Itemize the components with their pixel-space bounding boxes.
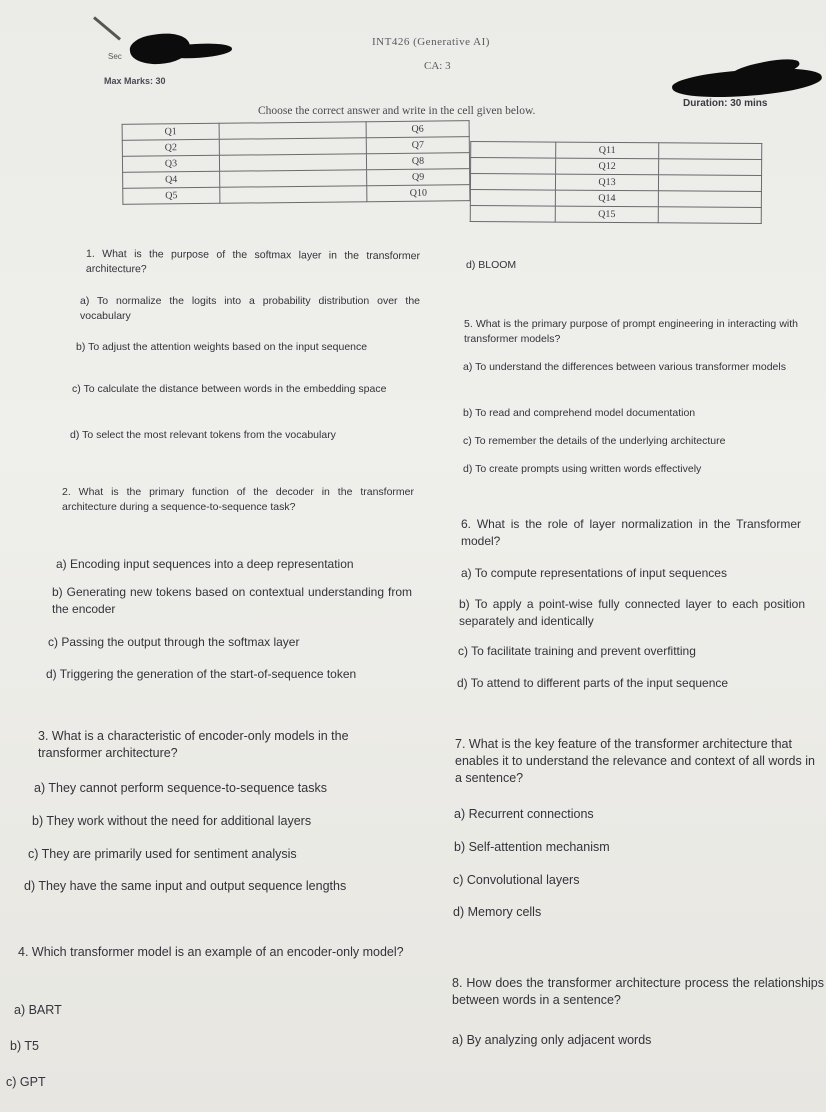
- q5-option-d: d) To create prompts using written words effectively: [463, 463, 702, 475]
- answer-cell[interactable]: [470, 205, 555, 222]
- duration: Duration: 30 mins: [683, 98, 768, 109]
- answer-cell[interactable]: [471, 141, 556, 158]
- answer-cell[interactable]: [659, 143, 762, 160]
- q6-option-d: d) To attend to different parts of the input sequence: [457, 676, 729, 690]
- answer-cell[interactable]: [658, 191, 761, 208]
- question-6: [461, 516, 801, 550]
- grid-label: Q12: [556, 158, 659, 175]
- course-title: INT426 (Generative AI): [372, 36, 490, 48]
- q6-option-a: a) To compute representations of input sequences: [461, 566, 727, 580]
- q2-option-d: d) Triggering the generation of the start-of-sequence token: [46, 667, 357, 681]
- answer-cell[interactable]: [658, 175, 761, 192]
- question-text: 6. What is the role of layer normalization in the Transformer model?: [461, 517, 801, 548]
- q7-option-a: a) Recurrent connections: [454, 807, 594, 821]
- grid-label: Q6: [366, 121, 469, 138]
- grid-label: Q2: [122, 139, 219, 156]
- max-marks: Max Marks: 30: [104, 76, 166, 86]
- answer-cell[interactable]: [219, 122, 366, 140]
- q7-option-c: c) Convolutional layers: [453, 873, 580, 887]
- section-label: Sec: [108, 52, 122, 61]
- grid-label: Q10: [367, 185, 470, 202]
- exam-label: CA: 3: [424, 60, 451, 72]
- answer-cell[interactable]: [659, 159, 762, 176]
- question-5: [464, 317, 798, 347]
- q1-option-c: c) To calculate the distance between words in the embedding space: [72, 383, 387, 395]
- answer-cell[interactable]: [220, 186, 367, 204]
- grid-label: Q11: [556, 142, 659, 159]
- grid-label: Q4: [123, 171, 220, 188]
- q4-option-d: d) BLOOM: [466, 259, 517, 271]
- q6-option-b: b) To apply a point-wise fully connected layer to each position separately and identically: [459, 597, 805, 628]
- q3-option-c: c) They are primarily used for sentiment analysis: [28, 847, 297, 861]
- answer-cell[interactable]: [470, 173, 555, 190]
- answer-cell[interactable]: [471, 157, 556, 174]
- grid-label: Q14: [555, 190, 658, 207]
- question-3: [38, 728, 410, 762]
- q1-option-d: d) To select the most relevant tokens from the vocabulary: [70, 429, 336, 441]
- q4-option-b: b) T5: [10, 1039, 39, 1053]
- q3-option-d: d) They have the same input and output sequence lengths: [24, 879, 347, 893]
- grid-label: Q5: [123, 187, 220, 204]
- question-text: 7. What is the key feature of the transformer architecture that enables it to understand the relevance and context of all words in a sentence?: [455, 737, 815, 785]
- answer-cell[interactable]: [658, 207, 761, 224]
- question-text: 8. How does the transformer architecture process the relationships between words in a sentence?: [452, 976, 824, 1007]
- answer-grid-right: [470, 141, 763, 224]
- q1-option-a: a) To normalize the logits into a probability distribution over the vocabulary: [80, 295, 420, 322]
- question-text: 5. What is the primary purpose of prompt engineering in interacting with transformer models?: [464, 318, 798, 345]
- grid-label: Q9: [367, 169, 470, 186]
- question-4: [18, 944, 408, 961]
- q6-option-c: c) To facilitate training and prevent overfitting: [458, 644, 696, 658]
- q2-option-b: b) Generating new tokens based on contextual understanding from the encoder: [52, 585, 412, 616]
- q5-option-a: a) To understand the differences between various transformer models: [463, 361, 786, 373]
- grid-label: Q13: [555, 174, 658, 191]
- question-text: 2. What is the primary function of the decoder in the transformer architecture during a sequence-to-sequence task?: [62, 486, 414, 513]
- instruction: Choose the correct answer and write in the cell given below.: [258, 105, 536, 117]
- question-text: 1. What is the purpose of the softmax layer in the transformer architecture?: [85, 247, 421, 276]
- question-text: 3. What is a characteristic of encoder-only models in the transformer architecture?: [38, 729, 349, 760]
- grid-label: Q7: [366, 137, 469, 154]
- grid-label: Q1: [122, 123, 219, 140]
- question-1: [86, 247, 420, 279]
- q3-option-a: a) They cannot perform sequence-to-sequence tasks: [34, 781, 327, 795]
- answer-cell[interactable]: [219, 138, 366, 156]
- q5-option-b: b) To read and comprehend model documentation: [463, 407, 696, 419]
- question-7: [455, 736, 817, 787]
- q5-option-c: c) To remember the details of the underlying architecture: [463, 435, 726, 447]
- grid-label: Q3: [122, 155, 219, 172]
- grid-label: Q8: [366, 153, 469, 170]
- q4-option-c: c) GPT: [6, 1075, 46, 1089]
- answer-grid-left: [122, 120, 471, 205]
- q2-option-c: c) Passing the output through the softmax layer: [48, 635, 300, 649]
- question-2: [62, 485, 414, 515]
- grid-label: Q15: [555, 206, 658, 223]
- answer-cell[interactable]: [219, 154, 366, 172]
- q7-option-b: b) Self-attention mechanism: [454, 840, 610, 854]
- question-text: 4. Which transformer model is an example of an encoder-only model?: [18, 945, 404, 959]
- q4-option-a: a) BART: [14, 1003, 62, 1017]
- q3-option-b: b) They work without the need for additional layers: [32, 814, 312, 828]
- q2-option-a: a) Encoding input sequences into a deep representation: [56, 557, 354, 571]
- q8-option-a: a) By analyzing only adjacent words: [452, 1033, 652, 1047]
- question-8: [452, 975, 824, 1009]
- answer-cell[interactable]: [470, 189, 555, 206]
- q7-option-d: d) Memory cells: [453, 905, 542, 919]
- q1-option-b: b) To adjust the attention weights based on the input sequence: [76, 341, 368, 353]
- answer-cell[interactable]: [220, 170, 367, 188]
